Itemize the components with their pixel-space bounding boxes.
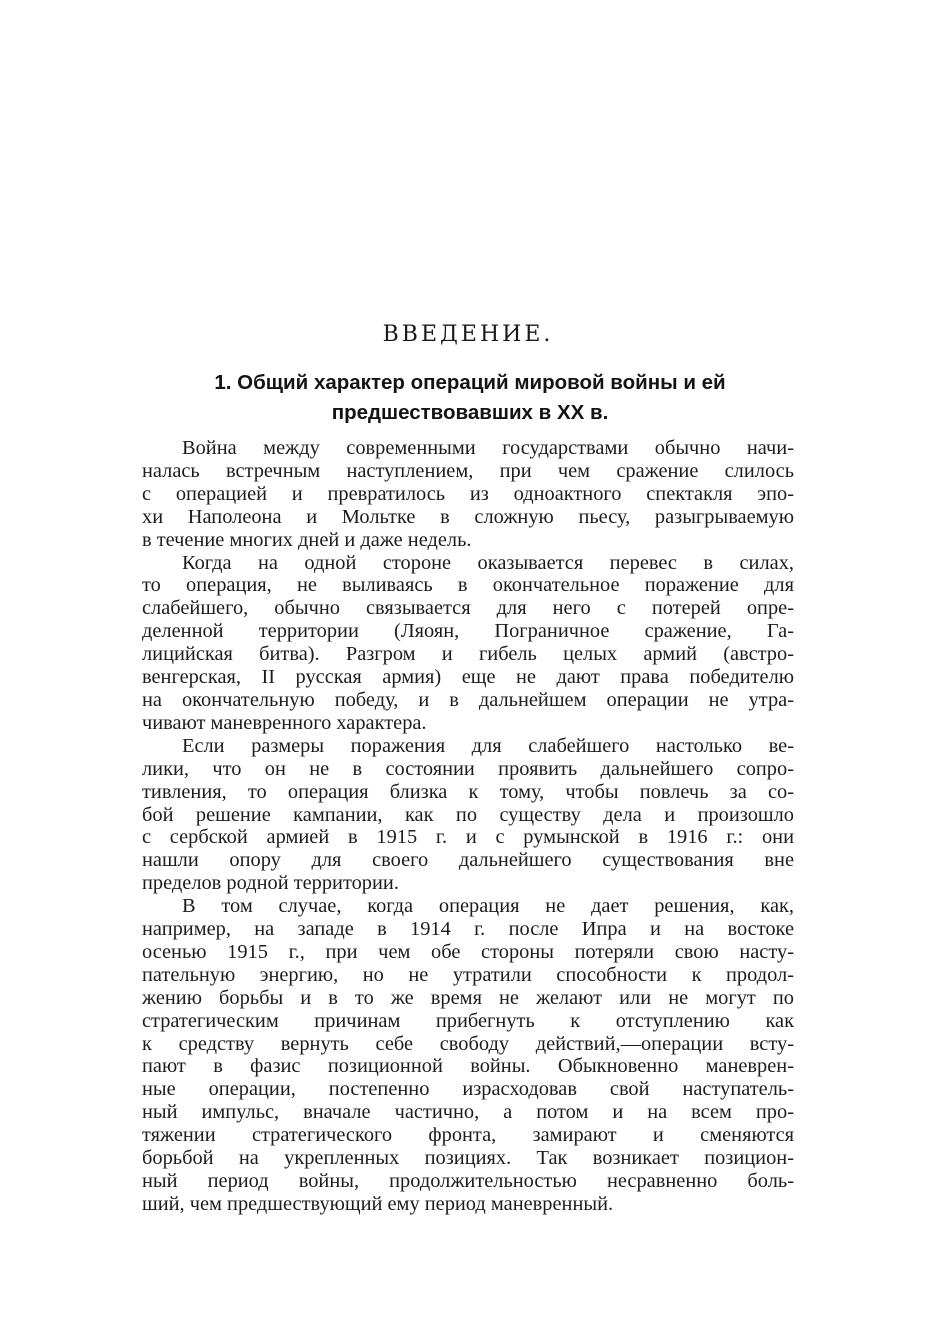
- text-line: пательную энергию, но не утратили способности к продол-: [142, 963, 794, 986]
- text-line: к средству вернуть себе свободу действий,—операции всту-: [142, 1032, 794, 1055]
- chapter-title: ВВЕДЕНИЕ.: [382, 322, 554, 347]
- text-line: венгерская, II русская армия) еще не дают права победителю: [142, 666, 794, 689]
- section-heading-line: предшествовавших в XX в.: [331, 401, 609, 424]
- text-line: борьбой на укрепленных позициях. Так возникает позицион-: [142, 1147, 794, 1170]
- text-line: лицийская битва). Разгром и гибель целых армий (австро-: [142, 643, 794, 666]
- paragraph: [142, 735, 794, 895]
- text-line: с операцией и превратилось из одноактного спектакля эпо-: [142, 482, 794, 505]
- text-line: то операция, не выливаясь в окончательное поражение для: [142, 574, 794, 597]
- text-line: ный импульс, вначале частично, а потом и на всем про-: [142, 1101, 794, 1124]
- text-line: тяжении стратегического фронта, замирают и сменяются: [142, 1124, 794, 1147]
- paragraph: [142, 552, 794, 735]
- text-line: ший, чем предшествующий ему период маневренный.: [142, 1192, 614, 1215]
- text-line: ный период войны, продолжительностью несравненно боль-: [142, 1170, 794, 1192]
- text-line: бой решение кампании, как по существу дела и произошло: [142, 803, 794, 826]
- text-line: стратегическим причинам прибегнуть к отступлению как: [142, 1009, 794, 1032]
- text-line: налась встречным наступлением, при чем сражение слилось: [142, 459, 794, 482]
- paragraph: [142, 895, 794, 1216]
- section-heading-line: 1. Общий характер операций мировой войны и ей: [214, 371, 726, 394]
- text-line: тивления, то операция близка к тому, чтобы повлечь за со-: [142, 780, 794, 803]
- text-line: Если размеры поражения для слабейшего настолько ве-: [182, 734, 794, 757]
- text-line: осенью 1915 г., при чем обе стороны потеряли свою насту-: [142, 940, 794, 963]
- text-line: нашли опору для своего дальнейшего существования вне: [142, 849, 794, 872]
- text-line: пределов родной территории.: [142, 872, 399, 895]
- text-line: с сербской армией в 1915 г. и с румынской в 1916 г.: они: [142, 826, 794, 849]
- text-line: жению борьбы и в то же время не желают или не могут по: [142, 986, 794, 1009]
- paragraph: [142, 437, 794, 552]
- body-text: [142, 437, 794, 1216]
- text-line: Война между современными государствами обычно начи-: [182, 437, 794, 459]
- text-line: например, на западе в 1914 г. после Ипра и на востоке: [142, 918, 794, 941]
- text-line: лики, что он не в состоянии проявить дальнейшего сопро-: [142, 757, 794, 780]
- text-line: слабейшего, обычно связывается для него с потерей опре-: [142, 597, 794, 620]
- section-heading: [150, 368, 790, 428]
- text-line: в течение многих дней и даже недель.: [142, 528, 472, 551]
- text-line: хи Наполеона и Мольтке в сложную пьесу, разыгрываемую: [142, 505, 794, 528]
- text-line: на окончательную победу, и в дальнейшем операции не утра-: [142, 688, 794, 711]
- text-line: ные операции, постепенно израсходовав свой наступатель-: [142, 1078, 794, 1101]
- text-line: деленной территории (Ляоян, Пограничное сражение, Га-: [142, 620, 794, 643]
- text-line: пают в фазис позиционной войны. Обыкновенно маневрен-: [142, 1055, 794, 1078]
- text-line: Когда на одной стороне оказывается перевес в силах,: [182, 551, 794, 574]
- text-line: чивают маневренного характера.: [142, 711, 427, 734]
- text-line: В том случае, когда операция не дает решения, как,: [182, 895, 794, 918]
